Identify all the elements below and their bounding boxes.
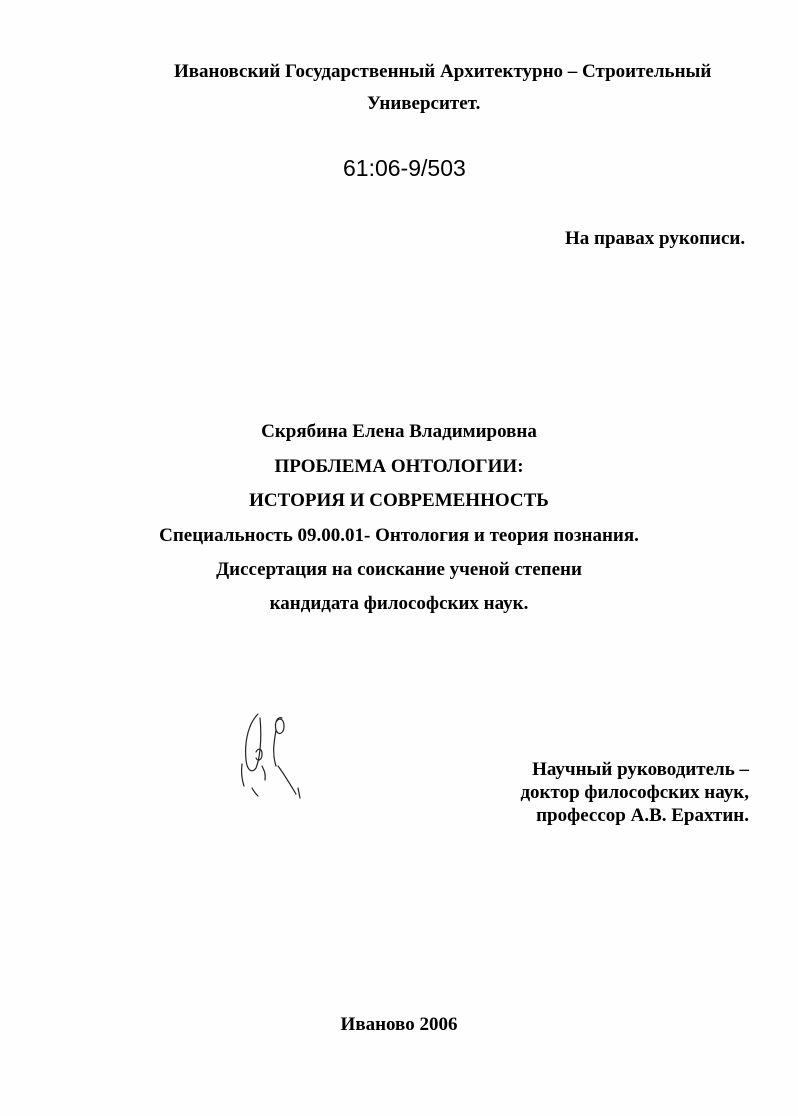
- title-line-2: ИСТОРИЯ И СОВРЕМЕННОСТЬ: [249, 490, 549, 511]
- catalog-code: 61:06-9/503: [343, 155, 466, 181]
- supervisor-line-2: доктор философских наук,: [520, 782, 749, 803]
- author-name: Скрябина Елена Владимировна: [261, 421, 537, 442]
- rights-note: На правах рукописи.: [565, 228, 746, 249]
- degree-line-1: Диссертация на соискание ученой степени: [216, 559, 582, 580]
- supervisor-line-1: Научный руководитель –: [532, 759, 749, 780]
- degree-line-2: кандидата философских наук.: [269, 593, 529, 614]
- signature-icon: [232, 708, 312, 808]
- supervisor-line-3: профессор А.В. Ерахтин.: [536, 805, 749, 826]
- title-line-1: ПРОБЛЕМА ОНТОЛОГИИ:: [274, 456, 524, 477]
- specialty: Специальность 09.00.01- Онтология и теория познания.: [159, 525, 639, 546]
- place-year: Иваново 2006: [340, 1014, 458, 1035]
- institution-line-2: Университет.: [367, 93, 481, 114]
- institution-line-1: Ивановский Государственный Архитектурно – Строительный: [174, 61, 712, 82]
